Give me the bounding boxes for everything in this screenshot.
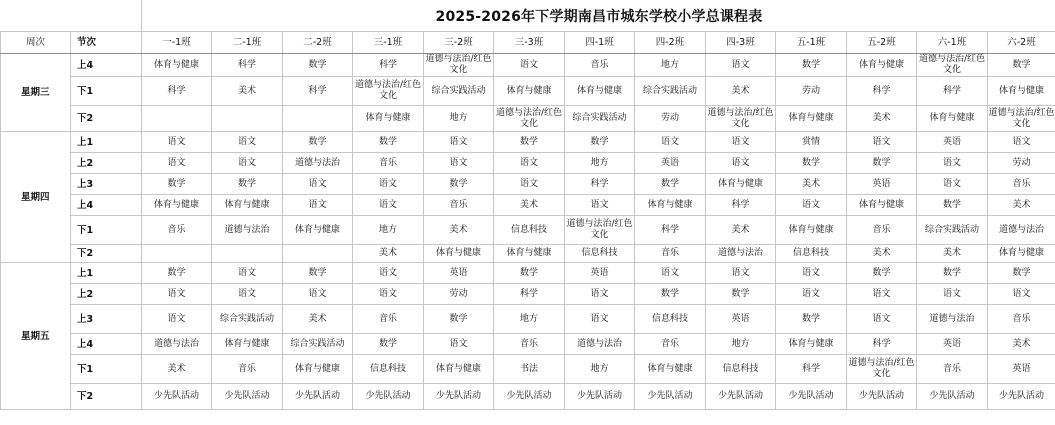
- subject-cell: 道德与法治/红色文化: [847, 355, 917, 384]
- subject-cell: 语文: [494, 153, 565, 174]
- subject-cell: 体育与健康: [917, 106, 988, 132]
- subject-cell: 科学: [635, 216, 706, 245]
- header-day-label: 周次: [1, 32, 71, 54]
- subject-cell: 道德与法治/红色文化: [565, 216, 635, 245]
- period-label: 上1: [71, 132, 142, 153]
- subject-cell: 科学: [494, 284, 565, 305]
- header-row: [1, 32, 1055, 54]
- subject-cell: 数学: [424, 305, 494, 334]
- subject-cell: 综合实践活动: [917, 216, 988, 245]
- subject-cell: 综合实践活动: [212, 305, 283, 334]
- subject-cell: 美术: [847, 106, 917, 132]
- subject-cell: 音乐: [635, 334, 706, 355]
- period-label: 上4: [71, 195, 142, 216]
- subject-cell: 数学: [776, 305, 847, 334]
- subject-cell: 语文: [424, 153, 494, 174]
- subject-cell: 数学: [776, 54, 847, 77]
- subject-cell: 音乐: [353, 305, 424, 334]
- subject-cell: 英语: [917, 334, 988, 355]
- subject-cell: 道德与法治/红色文化: [494, 106, 565, 132]
- subject-cell: 语文: [917, 284, 988, 305]
- subject-cell: 语文: [847, 284, 917, 305]
- subject-cell: 语文: [283, 174, 353, 195]
- subject-cell: 少先队活动: [776, 384, 847, 410]
- header-class: 四-2班: [635, 32, 706, 54]
- subject-cell: 美术: [988, 195, 1055, 216]
- subject-cell: 信息科技: [353, 355, 424, 384]
- subject-cell: 体育与健康: [283, 216, 353, 245]
- subject-cell: 少先队活动: [142, 384, 212, 410]
- subject-cell: [283, 106, 353, 132]
- subject-cell: 信息科技: [565, 245, 635, 263]
- header-class: 五-2班: [847, 32, 917, 54]
- period-row: [1, 153, 1055, 174]
- subject-cell: 体育与健康: [776, 216, 847, 245]
- subject-cell: 道德与法治: [283, 153, 353, 174]
- subject-cell: 语文: [353, 263, 424, 284]
- subject-cell: 语文: [494, 174, 565, 195]
- subject-cell: 信息科技: [494, 216, 565, 245]
- subject-cell: 数学: [988, 54, 1055, 77]
- subject-cell: 综合实践活动: [283, 334, 353, 355]
- subject-cell: 科学: [847, 334, 917, 355]
- subject-cell: 地方: [353, 216, 424, 245]
- subject-cell: 地方: [565, 153, 635, 174]
- subject-cell: 少先队活动: [283, 384, 353, 410]
- header-class: 四-1班: [565, 32, 635, 54]
- period-label: 上3: [71, 305, 142, 334]
- subject-cell: 数学: [142, 174, 212, 195]
- subject-cell: 少先队活动: [212, 384, 283, 410]
- subject-cell: 体育与健康: [142, 54, 212, 77]
- subject-cell: 音乐: [212, 355, 283, 384]
- subject-cell: 数学: [917, 263, 988, 284]
- subject-cell: 综合实践活动: [424, 77, 494, 106]
- header-class: 六-1班: [917, 32, 988, 54]
- subject-cell: 数学: [353, 334, 424, 355]
- subject-cell: 语文: [212, 153, 283, 174]
- subject-cell: 科学: [917, 77, 988, 106]
- subject-cell: 劳动: [424, 284, 494, 305]
- subject-cell: 语文: [565, 195, 635, 216]
- subject-cell: 数学: [917, 195, 988, 216]
- header-class: 一-1班: [142, 32, 212, 54]
- subject-cell: 科学: [776, 355, 847, 384]
- header-class: 三-3班: [494, 32, 565, 54]
- subject-cell: 数学: [635, 284, 706, 305]
- subject-cell: 科学: [706, 195, 776, 216]
- subject-cell: 语文: [635, 263, 706, 284]
- subject-cell: 语文: [847, 132, 917, 153]
- subject-cell: 体育与健康: [424, 355, 494, 384]
- subject-cell: 道德与法治: [212, 216, 283, 245]
- period-label: 下2: [71, 384, 142, 410]
- subject-cell: 语文: [776, 195, 847, 216]
- period-row: [1, 77, 1055, 106]
- period-row: [1, 284, 1055, 305]
- header-class: 四-3班: [706, 32, 776, 54]
- subject-cell: 音乐: [847, 216, 917, 245]
- subject-cell: 语文: [212, 132, 283, 153]
- period-label: 上4: [71, 54, 142, 77]
- subject-cell: 语文: [917, 153, 988, 174]
- period-row: [1, 54, 1055, 77]
- subject-cell: 美术: [847, 245, 917, 263]
- subject-cell: 地方: [635, 54, 706, 77]
- subject-cell: 美术: [142, 355, 212, 384]
- subject-cell: 数学: [635, 174, 706, 195]
- subject-cell: 道德与法治/红色文化: [988, 106, 1055, 132]
- period-row: [1, 195, 1055, 216]
- subject-cell: 科学: [212, 54, 283, 77]
- subject-cell: 体育与健康: [776, 334, 847, 355]
- subject-cell: 语文: [565, 284, 635, 305]
- subject-cell: [212, 106, 283, 132]
- subject-cell: 体育与健康: [212, 334, 283, 355]
- subject-cell: 劳动: [776, 77, 847, 106]
- subject-cell: 信息科技: [776, 245, 847, 263]
- subject-cell: 道德与法治/红色文化: [425, 54, 492, 75]
- subject-cell: 少先队活动: [847, 384, 917, 410]
- subject-cell: 语文: [635, 132, 706, 153]
- subject-cell: 数学: [776, 153, 847, 174]
- page-title: 2025-2026年下学期南昌市城东学校小学总课程表: [141, 0, 1055, 32]
- subject-cell: 语文: [706, 132, 776, 153]
- header-class: 二-1班: [212, 32, 283, 54]
- subject-cell: [283, 245, 353, 263]
- subject-cell: 美术: [988, 334, 1055, 355]
- period-label: 上2: [71, 153, 142, 174]
- subject-cell: 语文: [917, 174, 988, 195]
- subject-cell: 语文: [706, 263, 776, 284]
- subject-cell: 英语: [635, 153, 706, 174]
- subject-cell: 体育与健康: [635, 195, 706, 216]
- subject-cell: 科学: [847, 77, 917, 106]
- subject-cell: 体育与健康: [847, 195, 917, 216]
- subject-cell: 音乐: [353, 153, 424, 174]
- subject-cell: 数学: [847, 263, 917, 284]
- subject-cell: 科学: [353, 54, 424, 77]
- subject-cell: 语文: [776, 284, 847, 305]
- subject-cell: 语文: [142, 305, 212, 334]
- period-label: 下1: [71, 355, 142, 384]
- subject-cell: 体育与健康: [424, 245, 494, 263]
- subject-cell: 英语: [565, 263, 635, 284]
- subject-cell: 美术: [776, 174, 847, 195]
- subject-cell: 赏情: [776, 132, 847, 153]
- subject-cell: 劳动: [635, 106, 706, 132]
- subject-cell: 数学: [706, 284, 776, 305]
- period-row: [1, 355, 1055, 384]
- subject-cell: 少先队活动: [494, 384, 565, 410]
- subject-cell: 道德与法治: [142, 334, 212, 355]
- subject-cell: 少先队活动: [565, 384, 635, 410]
- period-label: 上3: [71, 174, 142, 195]
- timetable-grid: [0, 31, 1055, 410]
- subject-cell: 道德与法治/红色文化: [353, 77, 424, 106]
- subject-cell: 语文: [706, 54, 776, 77]
- period-row: [1, 132, 1055, 153]
- header-class: 三-2班: [424, 32, 494, 54]
- subject-cell: 体育与健康: [847, 54, 917, 77]
- subject-cell: 语文: [283, 195, 353, 216]
- day-label: 星期五: [1, 263, 71, 410]
- subject-cell: [142, 106, 212, 132]
- subject-cell: 英语: [424, 263, 494, 284]
- subject-cell: 语文: [776, 263, 847, 284]
- period-row: [1, 106, 1055, 132]
- subject-cell: 数学: [353, 132, 424, 153]
- subject-cell: 体育与健康: [988, 245, 1055, 263]
- subject-cell: 少先队活动: [353, 384, 424, 410]
- subject-cell: 少先队活动: [917, 384, 988, 410]
- subject-cell: 数学: [142, 263, 212, 284]
- subject-cell: 数学: [565, 132, 635, 153]
- subject-cell: 语文: [353, 284, 424, 305]
- subject-cell: 地方: [494, 305, 565, 334]
- subject-cell: 英语: [847, 174, 917, 195]
- subject-cell: 音乐: [635, 245, 706, 263]
- subject-cell: 少先队活动: [635, 384, 706, 410]
- subject-cell: 语文: [988, 284, 1055, 305]
- subject-cell: 道德与法治/红色文化: [706, 106, 776, 132]
- subject-cell: 体育与健康: [283, 355, 353, 384]
- subject-cell: 语文: [847, 305, 917, 334]
- period-row: [1, 334, 1055, 355]
- subject-cell: 数学: [212, 174, 283, 195]
- subject-cell: 美术: [706, 216, 776, 245]
- subject-cell: 美术: [212, 77, 283, 106]
- subject-cell: 语文: [565, 305, 635, 334]
- subject-cell: 体育与健康: [565, 77, 635, 106]
- subject-cell: 科学: [283, 77, 353, 106]
- period-label: 下2: [71, 106, 142, 132]
- subject-cell: 书法: [494, 355, 565, 384]
- subject-cell: 语文: [353, 174, 424, 195]
- subject-cell: 美术: [353, 245, 424, 263]
- subject-cell: 地方: [424, 106, 494, 132]
- subject-cell: 体育与健康: [988, 77, 1055, 106]
- subject-cell: 道德与法治: [988, 216, 1055, 245]
- subject-cell: 体育与健康: [635, 355, 706, 384]
- subject-cell: 英语: [917, 132, 988, 153]
- subject-cell: 数学: [283, 54, 353, 77]
- subject-cell: 语文: [283, 284, 353, 305]
- header-class: 六-2班: [988, 32, 1055, 54]
- subject-cell: 语文: [212, 263, 283, 284]
- subject-cell: 数学: [283, 263, 353, 284]
- subject-cell: 体育与健康: [142, 195, 212, 216]
- subject-cell: 语文: [212, 284, 283, 305]
- header-class: 二-2班: [283, 32, 353, 54]
- period-row: [1, 384, 1055, 410]
- day-label: 星期四: [1, 132, 71, 263]
- subject-cell: 体育与健康: [494, 245, 565, 263]
- subject-cell: 少先队活动: [988, 384, 1055, 410]
- period-row: [1, 263, 1055, 284]
- subject-cell: 美术: [283, 305, 353, 334]
- subject-cell: 语文: [142, 153, 212, 174]
- subject-cell: [142, 245, 212, 263]
- subject-cell: 音乐: [917, 355, 988, 384]
- header-class: 三-1班: [353, 32, 424, 54]
- subject-cell: 综合实践活动: [635, 77, 706, 106]
- subject-cell: 美术: [917, 245, 988, 263]
- subject-cell: 美术: [494, 195, 565, 216]
- subject-cell: 道德与法治: [917, 305, 988, 334]
- subject-cell: 语文: [494, 54, 565, 77]
- period-label: 上4: [71, 334, 142, 355]
- subject-cell: 体育与健康: [776, 106, 847, 132]
- subject-cell: 地方: [706, 334, 776, 355]
- subject-cell: 美术: [706, 77, 776, 106]
- subject-cell: 语文: [706, 153, 776, 174]
- subject-cell: 道德与法治/红色文化: [917, 54, 988, 77]
- subject-cell: 语文: [424, 334, 494, 355]
- subject-cell: 综合实践活动: [565, 106, 635, 132]
- subject-cell: 音乐: [424, 195, 494, 216]
- subject-cell: 少先队活动: [706, 384, 776, 410]
- period-label: 下1: [71, 77, 142, 106]
- subject-cell: 音乐: [142, 216, 212, 245]
- subject-cell: 道德与法治: [565, 334, 635, 355]
- subject-cell: 语文: [142, 284, 212, 305]
- period-label: 上2: [71, 284, 142, 305]
- subject-cell: 数学: [283, 132, 353, 153]
- subject-cell: 数学: [494, 132, 565, 153]
- subject-cell: 音乐: [988, 305, 1055, 334]
- subject-cell: 体育与健康: [494, 77, 565, 106]
- header-period-label: 节次: [71, 32, 142, 54]
- subject-cell: 数学: [988, 263, 1055, 284]
- subject-cell: 道德与法治: [706, 245, 776, 263]
- period-row: [1, 305, 1055, 334]
- subject-cell: 语文: [353, 195, 424, 216]
- subject-cell: 数学: [847, 153, 917, 174]
- subject-cell: 体育与健康: [706, 174, 776, 195]
- period-label: 上1: [71, 263, 142, 284]
- period-row: [1, 216, 1055, 245]
- subject-cell: [212, 245, 283, 263]
- subject-cell: 音乐: [494, 334, 565, 355]
- subject-cell: 地方: [565, 355, 635, 384]
- period-label: 下1: [71, 216, 142, 245]
- period-label: 下2: [71, 245, 142, 263]
- subject-cell: 美术: [424, 216, 494, 245]
- subject-cell: 劳动: [988, 153, 1055, 174]
- subject-cell: 语文: [988, 132, 1055, 153]
- header-class: 五-1班: [776, 32, 847, 54]
- subject-cell: 数学: [494, 263, 565, 284]
- subject-cell: 少先队活动: [424, 384, 494, 410]
- subject-cell: 科学: [565, 174, 635, 195]
- period-row: [1, 174, 1055, 195]
- subject-cell: 体育与健康: [353, 106, 424, 132]
- subject-cell: 语文: [142, 132, 212, 153]
- subject-cell: 音乐: [565, 54, 635, 77]
- subject-cell: 信息科技: [706, 355, 776, 384]
- subject-cell: 语文: [424, 132, 494, 153]
- day-label: 星期三: [1, 54, 71, 132]
- subject-cell: 数学: [424, 174, 494, 195]
- subject-cell: 英语: [988, 355, 1055, 384]
- subject-cell: 体育与健康: [212, 195, 283, 216]
- subject-cell: 信息科技: [635, 305, 706, 334]
- subject-cell: 英语: [706, 305, 776, 334]
- subject-cell: 音乐: [988, 174, 1055, 195]
- period-row: [1, 245, 1055, 263]
- subject-cell: 科学: [142, 77, 212, 106]
